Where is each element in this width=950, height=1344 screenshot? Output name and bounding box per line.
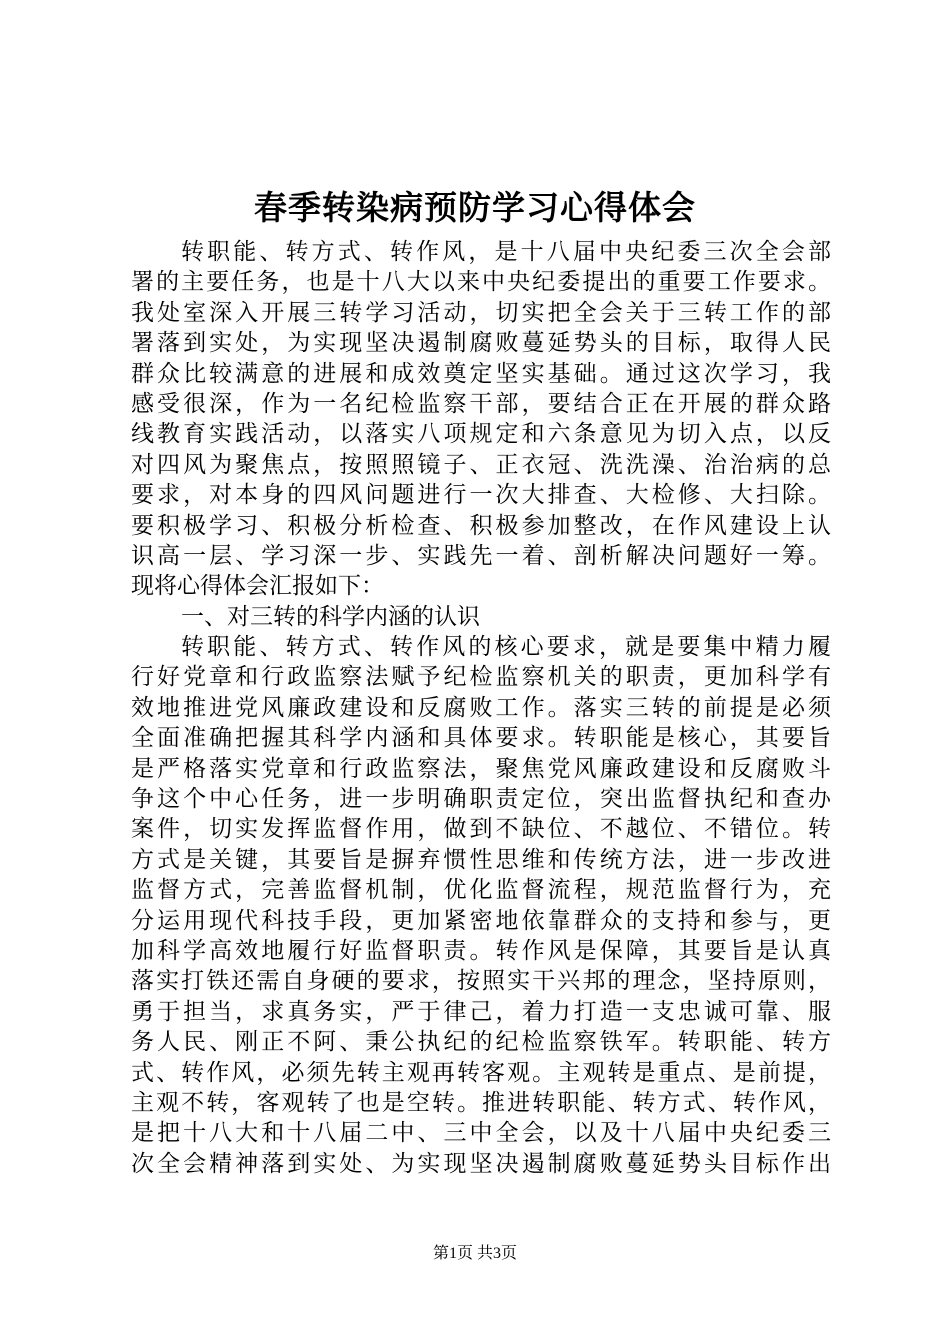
text-line: 行好党章和行政监察法赋予纪检监察机关的职责，更加科学有 [131, 664, 831, 691]
text-line: 对四风为聚焦点，按照照镜子、正衣冠、洗洗澡、治治病的总 [131, 451, 831, 478]
text-line: 线教育实践活动，以落实八项规定和六条意见为切入点，以反 [131, 421, 831, 448]
text-line: 案件，切实发挥监督作用，做到不缺位、不越位、不错位。转 [131, 816, 831, 843]
page-footer: 第1页 共3页 [432, 1245, 517, 1262]
text-line: 感受很深，作为一名纪检监察干部，要结合正在开展的群众路 [131, 390, 831, 417]
text-line: 署的主要任务，也是十八大以来中央纪委提出的重要工作要求。 [131, 269, 831, 296]
text-line: 是把十八大和十八届二中、三中全会，以及十八届中央纪委三 [131, 1120, 831, 1147]
document-title: 春季转染病预防学习心得体会 [254, 188, 696, 227]
text-line: 署落到实处，为实现坚决遏制腐败蔓延势头的目标，取得人民 [131, 330, 831, 357]
document-body [131, 237, 831, 1179]
text-line: 转职能、转方式、转作风的核心要求，就是要集中精力履 [181, 634, 831, 661]
text-line: 争这个中心任务，进一步明确职责定位，突出监督执纪和查办 [131, 786, 831, 813]
text-line: 效地推进党风廉政建设和反腐败工作。落实三转的前提是必须 [131, 694, 831, 721]
text-line: 式、转作风，必须先转主观再转客观。主观转是重点、是前提， [131, 1059, 831, 1086]
text-line: 务人民、刚正不阿、秉公执纪的纪检监察铁军。转职能、转方 [131, 1029, 831, 1056]
text-line: 全面准确把握其科学内涵和具体要求。转职能是核心，其要旨 [131, 725, 831, 752]
text-line: 分运用现代科技手段，更加紧密地依靠群众的支持和参与，更 [131, 907, 831, 934]
text-line: 勇于担当，求真务实，严于律己，着力打造一支忠诚可靠、服 [131, 998, 831, 1025]
text-line: 要积极学习、积极分析检查、积极参加整改，在作风建设上认 [131, 512, 831, 539]
text-line: 是严格落实党章和行政监察法，聚焦党风廉政建设和反腐败斗 [131, 755, 831, 782]
text-line: 一、对三转的科学内涵的认识 [181, 603, 480, 630]
text-line: 转职能、转方式、转作风，是十八届中央纪委三次全会部 [181, 239, 831, 265]
text-line: 方式是关键，其要旨是摒弃惯性思维和传统方法，进一步改进 [131, 846, 831, 873]
text-line: 群众比较满意的进展和成效奠定坚实基础。通过这次学习，我 [131, 360, 831, 387]
text-line: 落实打铁还需自身硬的要求，按照实干兴邦的理念，坚持原则， [131, 968, 831, 995]
text-line: 要求，对本身的四风问题进行一次大排查、大检修、大扫除。 [131, 482, 831, 509]
text-line: 加科学高效地履行好监督职责。转作风是保障，其要旨是认真 [131, 937, 831, 964]
text-line: 监督方式，完善监督机制，优化监督流程，规范监督行为，充 [131, 877, 831, 904]
text-line: 现将心得体会汇报如下： [131, 573, 384, 600]
text-line: 次全会精神落到实处、为实现坚决遏制腐败蔓延势头目标作出 [131, 1150, 831, 1177]
text-line: 我处室深入开展三转学习活动，切实把全会关于三转工作的部 [131, 299, 831, 326]
text-line: 主观不转，客观转了也是空转。推进转职能、转方式、转作风， [131, 1089, 831, 1116]
text-line: 识高一层、学习深一步、实践先一着、剖析解决问题好一筹。 [131, 542, 831, 569]
